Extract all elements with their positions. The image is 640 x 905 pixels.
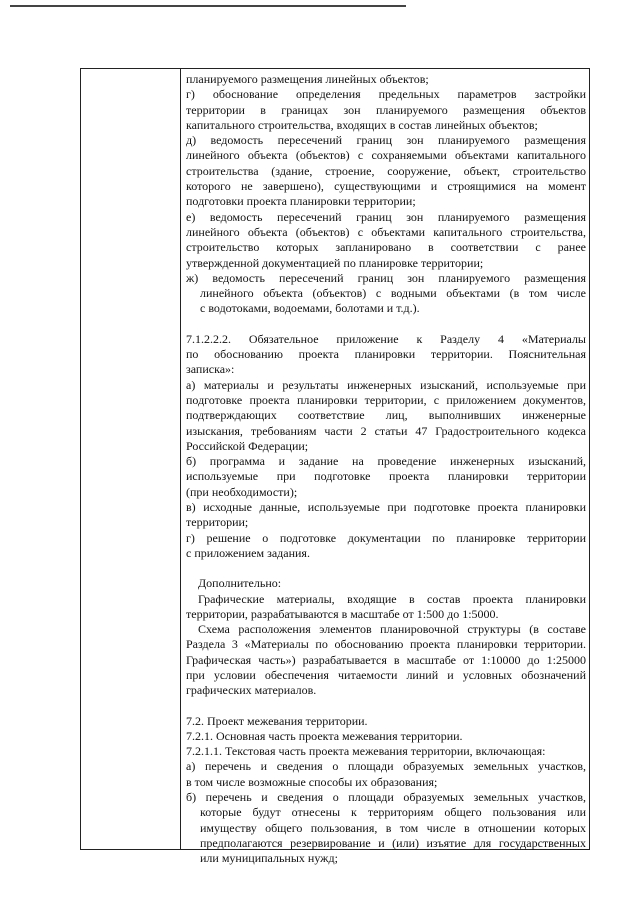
text-line: б) программа и задание на проведение инженерных изысканий, (186, 454, 586, 469)
text-line: линейного объекта (объектов) с объектами капитального строительства, (186, 224, 586, 239)
paragraph-gap (186, 561, 586, 576)
text-line: в) исходные данные, используемые при подготовке проекта планировки (186, 500, 586, 515)
text-line: б) перечень и сведения о площади образуемых земельных участков, (186, 790, 586, 805)
text-line: используемые при подготовке проекта планировки территории (186, 469, 586, 484)
text-line: по обоснованию проекта планировки территории. Пояснительная (186, 347, 586, 362)
text-line: с водотоками, водоемами, болотами и т.д.). (200, 301, 420, 316)
text-line: подготовки проекта планировки территории; (186, 194, 416, 209)
text-line: 7.2.1.1. Текстовая часть проекта межевания территории, включающая: (186, 744, 546, 759)
text-line: Раздела 3 «Материалы по обоснованию проекта планировки территории. (186, 637, 586, 652)
text-line: изыскания, требованиям части 2 статьи 47 Градостроительного кодекса (186, 423, 586, 438)
paragraph-gap (186, 317, 586, 332)
text-line: или муниципальных нужд; (200, 851, 338, 866)
text-line: линейного объекта (объектов) с сохраняемыми объектами капитального (186, 148, 586, 163)
text-line: в том числе возможные способы их образования; (186, 774, 438, 789)
text-line: строительства (здание, строение, сооружение, объект, строительство (186, 163, 586, 178)
text-line: территории в границах зон планируемого размещения объектов (186, 102, 586, 117)
column-divider (180, 68, 181, 850)
text-line: Схема расположения элементов планировочной структуры (в составе (198, 622, 586, 637)
text-line: графических материалов. (186, 683, 317, 698)
text-line: подтверждающих соответствие лиц, выполнивших инженерные (186, 408, 586, 423)
text-line: е) ведомость пересечений границ зон планируемого размещения (186, 209, 586, 224)
text-line: 7.2. Проект межевания территории. (186, 713, 368, 728)
text-line: строительство которых запланировано в соответствии с ранее (186, 240, 586, 255)
text-line: Российской Федерации; (186, 438, 309, 453)
text-line: 7.1.2.2.2. Обязательное приложение к Разделу 4 «Материалы (186, 331, 586, 346)
text-line: записка»: (186, 362, 235, 377)
text-line: Графические материалы, входящие в состав проекта планировки (198, 591, 586, 606)
text-line: имуществу общего пользования, в том числе в отношении которых (200, 820, 586, 835)
text-line: Графическая часть») разрабатывается в масштабе от 1:10000 до 1:25000 (186, 652, 586, 667)
text-line: предполагаются резервирование и (или) изъятие для государственных (200, 835, 586, 850)
top-rule (10, 5, 406, 7)
text-line: а) материалы и результаты инженерных изысканий, используемые при (186, 377, 586, 392)
text-line: Дополнительно: (198, 576, 282, 591)
text-line: д) ведомость пересечений границ зон планируемого размещения (186, 133, 586, 148)
text-line: ж) ведомость пересечений границ зон планируемого размещения (186, 270, 586, 285)
text-line: линейного объекта (объектов) с водными объектами (в том числе (200, 286, 586, 301)
text-line: подготовке проекта планировки территории, с приложением документов, (186, 392, 586, 407)
text-line: планируемого размещения линейных объектов; (186, 72, 429, 86)
text-line: (при необходимости); (186, 484, 298, 499)
paragraph-gap (186, 699, 586, 714)
text-line: 7.2.1. Основная часть проекта межевания территории. (186, 728, 463, 743)
text-line: г) решение о подготовке документации по планировке территории (186, 530, 586, 545)
text-line: с приложением задания. (186, 545, 310, 560)
text-line: г) обоснование определения предельных параметров застройки (186, 87, 586, 102)
text-line: а) перечень и сведения о площади образуемых земельных участков, (186, 759, 586, 774)
text-line: территории, разрабатываются в масштабе от 1:500 до 1:5000. (186, 606, 499, 621)
text-line: территории; (186, 515, 249, 530)
document-text-cell (186, 72, 586, 867)
text-line: которого не завершено), существующими и строящимися на момент (186, 179, 586, 194)
text-line: при условии обеспечения читаемости линий и условных обозначений (186, 667, 586, 682)
text-line: утвержденной документацией по планировке территории; (186, 255, 484, 270)
text-line: которые будут отнесены к территориям общего пользования или (200, 805, 586, 820)
text-line: капитального строительства, входящих в состав линейных объектов; (186, 117, 538, 132)
